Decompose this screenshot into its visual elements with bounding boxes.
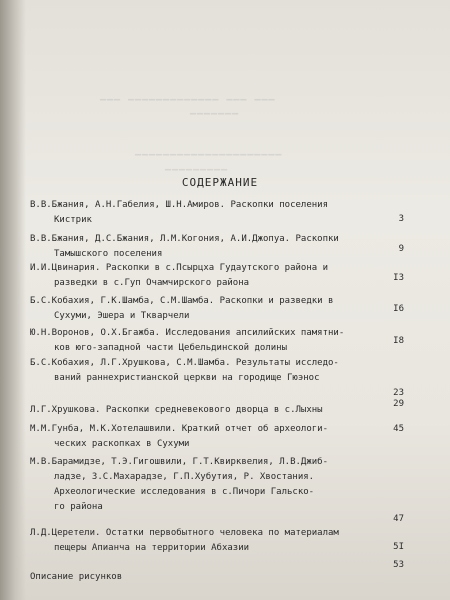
toc-entry-line: М.М.Гунба, М.К.Хотелашвили. Краткий отчет об археологи- [30, 424, 329, 434]
show-through-line: ▁▁▁▁▁▁▁ [190, 104, 240, 115]
toc-entry-line: Б.С.Кобахия, Л.Г.Хрушкова, С.М.Шамба. Результаты исследо- [30, 358, 339, 368]
toc-entry-line: Археологические исследования в с.Пичори Гальско- [54, 487, 315, 497]
toc-page-number: 45 [393, 424, 404, 434]
toc-entry [30, 422, 380, 452]
toc-entry-line: ческих раскопках в Сухуми [54, 439, 190, 449]
toc-entry [30, 261, 380, 291]
toc-entry [30, 455, 380, 515]
toc-entry-line: ваний раннехристианской церкви на городище Гюэнос [54, 373, 320, 383]
toc-entry-line: И.И.Цвинария. Раскопки в с.Псырцха Гудаутского района и [30, 263, 329, 273]
toc-entry [30, 526, 380, 556]
toc-page-number: I8 [393, 336, 404, 346]
toc-page-number: 5I [393, 542, 404, 552]
toc-entry-line: Л.Г.Хрушкова. Раскопки средневекового дворца в с.Лыхны [30, 405, 323, 415]
page-title: СОДЕРЖАНИЕ [181, 176, 259, 189]
toc-entry [30, 570, 380, 585]
toc-entry-line: В.В.Бжания, А.Н.Габелия, Ш.Н.Амиров. Раскопки поселения [30, 200, 329, 210]
toc-page-number: I6 [393, 304, 404, 314]
toc-entry-line: М.В.Барамидзе, Т.Э.Гигошвили, Г.Т.Квирквелия, Л.В.Джиб- [30, 457, 329, 467]
toc-page-number: 9 [398, 244, 404, 254]
toc-entry-line: Б.С.Кобахия, Г.К.Шамба, С.М.Шамба. Раскопки и разведки в [30, 296, 334, 306]
toc-page-number: 53 [393, 560, 404, 570]
toc-entry-line: пещеры Апианча на территории Абхазии [54, 543, 250, 553]
toc-entry-line: Тамышского поселения [54, 249, 163, 259]
toc-entry [30, 326, 380, 356]
toc-page-number: 3 [398, 214, 404, 224]
show-through-line: ▁▁▁▁▁▁▁▁▁▁▁▁▁▁▁▁▁▁▁▁▁ [135, 145, 283, 156]
toc-entry [30, 232, 380, 262]
toc-entry-line: разведки в с.Гуп Очамчирского района [54, 278, 250, 288]
toc-entry [30, 294, 380, 324]
toc-page-number: 23 [393, 388, 404, 398]
toc-entry-line: Кистрик [54, 215, 92, 225]
toc-page-number: 47 [393, 514, 404, 524]
toc-entry [30, 198, 380, 228]
toc-page-number: I3 [393, 273, 404, 283]
toc-entry-line: Л.Д.Церетели. Остатки первобытного человека по материалам [30, 528, 339, 538]
show-through-line: ▁▁▁ ▁▁▁▁▁▁▁▁▁▁▁▁▁ ▁▁▁ ▁▁▁ [100, 90, 276, 101]
toc-entry-line: В.В.Бжания, Д.С.Бжания, Л.М.Когония, А.И.Джопуа. Раскопки [30, 234, 339, 244]
toc-entry-line: ков юго-западной части Цебельдинской долины [54, 343, 287, 353]
toc-entry-line: ладзе, З.С.Махарадзе, Г.П.Хубутия, Р. Хвостания. [54, 472, 315, 482]
toc-page-number: 29 [393, 399, 404, 409]
toc-entry-line: Описание рисунков [30, 572, 123, 582]
toc-entry-line: Ю.Н.Воронов, О.Х.Бгажба. Исследования апсилийских памятни- [30, 328, 345, 338]
show-through-line: ▁▁▁▁▁▁▁▁▁ [165, 160, 229, 171]
toc-entry [30, 356, 380, 386]
toc-entry-line: го района [54, 502, 103, 512]
toc-entry [30, 403, 380, 418]
toc-entry-line: Сухуми, Эшера и Ткварчели [54, 311, 190, 321]
